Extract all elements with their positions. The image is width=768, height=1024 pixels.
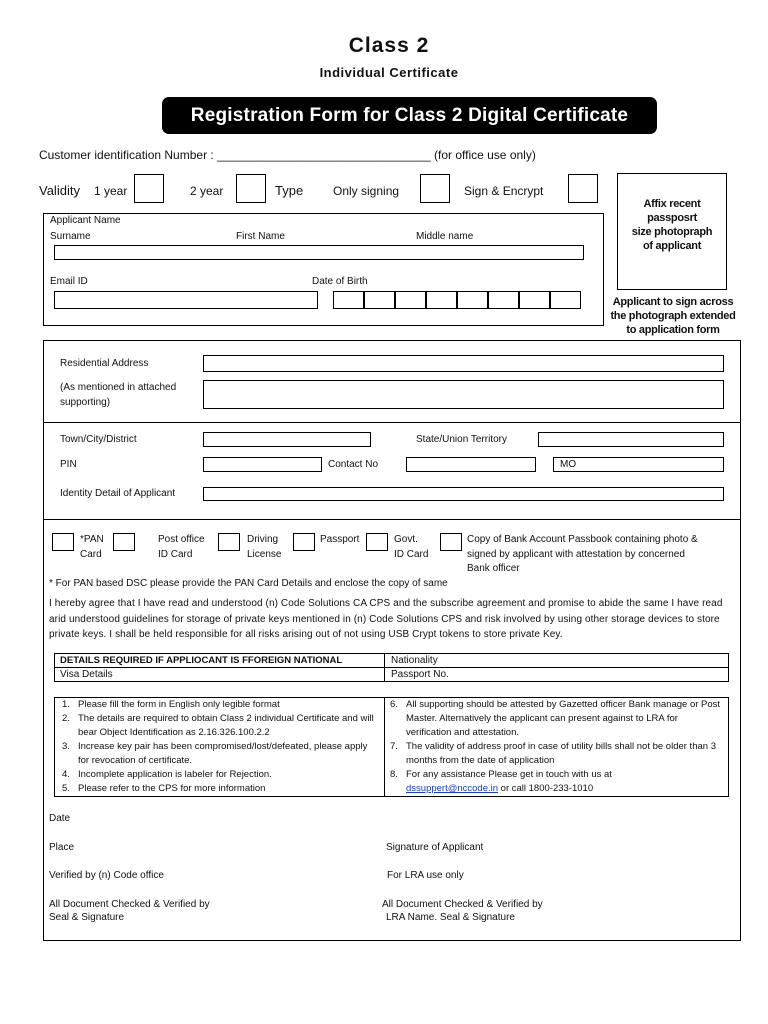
post-office-checkbox[interactable] <box>113 533 135 551</box>
instruction-text: Please fill the form in English only legible format <box>78 699 280 710</box>
checked-right-line2: LRA Name. Seal & Signature <box>386 912 515 923</box>
govt-id-label-2: ID Card <box>394 549 429 560</box>
dob-digit-5[interactable] <box>457 291 488 309</box>
agreement-line-1: I hereby agree that I have read and understood (n) Code Solutions CA CPS and the subscribe agreement and promise to abide the same I have read <box>49 598 723 609</box>
instruction-num: 6. <box>390 699 398 710</box>
instruction-num: 8. <box>390 769 398 780</box>
dob-digit-2[interactable] <box>364 291 395 309</box>
lra-use-label: For LRA use only <box>387 870 464 881</box>
agreement-line-3: private keys. I shall be held responsible for all risks arising out of not using USB Crypt tokens to store private Key. <box>49 629 563 640</box>
dob-digit-1[interactable] <box>333 291 364 309</box>
applicant-name-label: Applicant Name <box>50 215 121 226</box>
bank-label-2: signed by applicant with attestation by concerned <box>467 549 685 560</box>
instruction-text: The validity of address proof in case of utility bills shall not be older than 3 months from the date of application <box>406 741 716 766</box>
instructions-col-divider <box>384 697 385 797</box>
customer-id-label: Customer identification Number : <box>39 148 214 162</box>
identity-input[interactable] <box>203 487 724 501</box>
instruction-text: Please refer to the CPS for more information <box>78 783 266 794</box>
instruction-num: 7. <box>390 741 398 752</box>
instruction-text: For any assistance Please get in touch with us at <box>406 769 612 780</box>
instruction-item <box>390 740 724 768</box>
instruction-item <box>62 698 380 712</box>
pan-checkbox[interactable] <box>52 533 74 551</box>
divider-identity <box>43 519 741 520</box>
foreign-table-row-divider <box>54 667 729 668</box>
state-input[interactable] <box>538 432 724 447</box>
govt-id-label-1: Govt. <box>394 534 418 545</box>
validity-1year-label: 1 year <box>94 184 128 198</box>
foreign-table-col-divider <box>384 653 385 682</box>
instruction-num: 5. <box>62 783 70 794</box>
photo-text-line2: passposrt <box>647 212 697 224</box>
passport-label: Passport <box>320 534 360 545</box>
validity-2year-checkbox[interactable] <box>236 174 266 203</box>
dob-digit-7[interactable] <box>519 291 550 309</box>
verified-label: Verified by (n) Code office <box>49 870 164 881</box>
pan-label-2: Card <box>80 549 102 560</box>
dob-label: Date of Birth <box>312 276 368 287</box>
dob-digit-3[interactable] <box>395 291 426 309</box>
bank-passbook-checkbox[interactable] <box>440 533 462 551</box>
contact-input[interactable] <box>406 457 536 472</box>
photo-text-line1: Affix recent <box>643 198 701 210</box>
customer-id-row <box>39 148 536 162</box>
dob-digit-6[interactable] <box>488 291 519 309</box>
residential-address-input[interactable] <box>203 355 724 372</box>
visa-label[interactable]: Visa Details <box>60 669 113 680</box>
middle-name-label: Middle name <box>416 231 474 242</box>
validity-label: Validity <box>39 183 80 198</box>
post-office-label-1: Post office <box>158 534 205 545</box>
checked-left-line1: All Document Checked & Verified by <box>49 899 210 910</box>
residential-address-label: Residential Address <box>60 358 149 369</box>
pan-note: * For PAN based DSC please provide the PAN Card Details and enclose the copy of same <box>49 578 448 589</box>
instruction-num: 2. <box>62 713 70 724</box>
residential-address-input-2[interactable] <box>203 380 724 409</box>
surname-label: Surname <box>50 231 91 242</box>
instruction-num: 3. <box>62 741 70 752</box>
passport-checkbox[interactable] <box>293 533 315 551</box>
checked-left-line2: Seal & Signature <box>49 912 125 923</box>
mo-label: MO <box>560 459 577 470</box>
instruction-text: Incomplete application is labeler for Rejection. <box>78 769 272 780</box>
nationality-label[interactable]: Nationality <box>391 655 438 666</box>
instruction-num: 4. <box>62 769 70 780</box>
photo-sign-line3: to application form <box>626 324 720 336</box>
instructions-right <box>390 698 724 796</box>
place-label: Place <box>49 842 75 853</box>
support-call-text: or call 1800-233-1010 <box>498 783 594 794</box>
first-name-label: First Name <box>236 231 285 242</box>
instruction-item <box>390 698 724 740</box>
validity-2year-label: 2 year <box>190 184 224 198</box>
signature-label: Signature of Applicant <box>386 842 484 853</box>
photo-box[interactable] <box>617 173 727 290</box>
photo-sign-line1: Applicant to sign across <box>612 296 734 308</box>
instruction-text: All supporting should be attested by Gazetted officer Bank manage or Post Master. Alternatively the applicant can present against to LRA for verification and attestation. <box>406 699 721 738</box>
photo-sign-note <box>608 295 738 337</box>
as-mentioned-line1: (As mentioned in attached <box>60 382 177 393</box>
instruction-item <box>390 782 724 796</box>
type-only-signing-label: Only signing <box>333 184 400 198</box>
customer-id-note: (for office use only) <box>434 148 536 162</box>
state-label: State/Union Territory <box>416 434 507 445</box>
applicant-name-section <box>43 213 604 326</box>
post-office-label-2: ID Card <box>158 549 193 560</box>
photo-text-line4: of applicant <box>642 240 702 252</box>
instruction-text: Increase key pair has been compromised/lost/defeated, please apply for revocation of certificate. <box>78 741 368 766</box>
pan-label-1: *PAN <box>80 534 104 545</box>
form-subtitle: Individual Certificate <box>319 65 459 80</box>
agreement-paragraph <box>49 596 739 643</box>
bank-label-1: Copy of Bank Account Passbook containing photo & <box>467 534 698 545</box>
type-label: Type <box>275 183 304 198</box>
instruction-item <box>62 740 380 768</box>
form-banner-title: Registration Form for Class 2 Digital Certificate <box>162 97 657 134</box>
agreement-line-2: arid understood guidelines for storage of private keys mentioned in (n) Code Solutions CPS and risk involved by using other storage devices to store <box>49 613 720 625</box>
date-label: Date <box>49 813 71 824</box>
town-input[interactable] <box>203 432 371 447</box>
contact-label: Contact No <box>328 459 379 470</box>
photo-text-line3: size photopraph <box>631 226 713 238</box>
validity-1year-checkbox[interactable] <box>134 174 164 203</box>
type-only-signing-checkbox[interactable] <box>420 174 450 203</box>
pin-label: PIN <box>60 459 77 470</box>
govt-id-checkbox[interactable] <box>366 533 388 551</box>
instruction-item <box>62 782 380 796</box>
identity-label: Identity Detail of Applicant <box>60 488 176 499</box>
support-email-link[interactable]: dssuppert@nccode.in <box>406 783 499 794</box>
photo-sign-line2: the photograph extended <box>610 310 736 322</box>
instruction-item <box>390 768 724 782</box>
instruction-item <box>62 712 380 740</box>
instruction-num: 1. <box>62 699 70 710</box>
divider-address <box>43 422 741 423</box>
type-sign-encrypt-label: Sign & Encrypt <box>464 184 544 198</box>
instruction-item <box>62 768 380 782</box>
dob-digit-4[interactable] <box>426 291 457 309</box>
pin-input[interactable] <box>203 457 322 472</box>
driving-checkbox[interactable] <box>218 533 240 551</box>
checked-right-line1: All Document Checked & Verified by <box>382 899 543 910</box>
applicant-name-input[interactable] <box>54 245 584 260</box>
dob-digit-8[interactable] <box>550 291 581 309</box>
passport-no-label[interactable]: Passport No. <box>391 669 449 680</box>
town-label: Town/City/District <box>60 434 137 445</box>
instruction-text: The details are required to obtain Class 2 individual Certificate and will bear Object Identification as 2.16.326.100.2.2 <box>78 713 374 738</box>
email-label: Email ID <box>50 276 88 287</box>
as-mentioned-line2: supporting) <box>60 397 111 408</box>
type-sign-encrypt-checkbox[interactable] <box>568 174 598 203</box>
email-input[interactable] <box>54 291 318 309</box>
driving-label-1: Driving <box>247 534 279 545</box>
bank-label-3: Bank officer <box>467 563 520 574</box>
mobile-input[interactable] <box>553 457 724 472</box>
driving-label-2: License <box>247 549 282 560</box>
form-class-title: Class 2 <box>348 34 430 57</box>
foreign-header: DETAILS REQUIRED IF APPLIOCANT IS FFOREIGN NATIONAL <box>60 655 343 666</box>
customer-id-blank[interactable]: ________________________________ <box>217 148 431 162</box>
instructions-left <box>62 698 380 796</box>
